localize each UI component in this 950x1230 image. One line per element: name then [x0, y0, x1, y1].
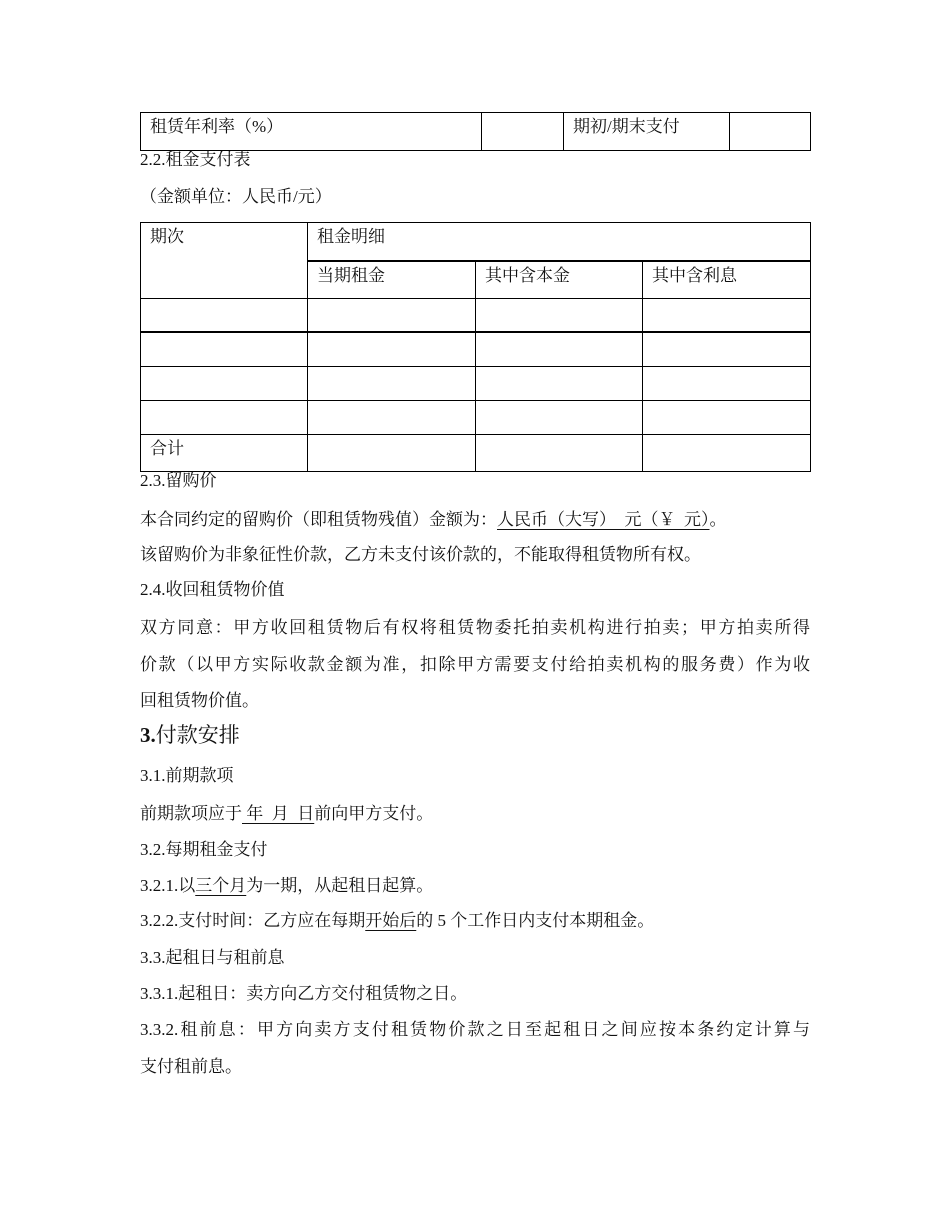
purchase-price-note: 该留购价为非象征性价款，乙方未支付该价款的，不能取得租赁物所有权。 — [140, 545, 701, 564]
table-row — [141, 367, 811, 401]
period-header: 期次 — [141, 223, 308, 299]
table-row — [141, 401, 811, 435]
section-2-2-heading: 2.2.租金支付表 — [140, 150, 251, 169]
section-3-heading — [140, 722, 810, 748]
table-cell — [308, 299, 476, 332]
clause-text: 为一期，从起租日起算。 — [246, 876, 434, 895]
rate-value-cell — [482, 113, 564, 151]
table-header-row — [141, 223, 811, 261]
total-current-rent — [308, 435, 476, 472]
table-cell — [643, 367, 811, 401]
section-2-4-heading: 2.4.收回租赁物价值 — [140, 580, 285, 599]
table-cell — [476, 332, 643, 367]
clause-3-3-1: 3.3.1.起租日：卖方向乙方交付租赁物之日。 — [140, 984, 468, 1003]
table-cell — [643, 401, 811, 435]
principal-header: 其中含本金 — [476, 261, 643, 299]
clause-text: 的 5 个工作日内支付本期租金。 — [416, 911, 655, 930]
rent-payment-table — [140, 222, 811, 472]
total-interest — [643, 435, 811, 472]
clause-3-3-2-line: 3.3.2.租前息：甲方向卖方支付租赁物价款之日至起租日之间应按本条约定计算与 — [140, 1020, 810, 1039]
table-cell — [308, 401, 476, 435]
table-cell — [141, 299, 308, 332]
table-cell — [476, 401, 643, 435]
section-2-3-heading: 2.3.留购价 — [140, 471, 217, 490]
purchase-price-line — [140, 509, 810, 531]
payment-timing-label-cell: 期初/期末支付 — [564, 113, 730, 151]
payment-timing-underlined: 开始后 — [365, 911, 417, 930]
paragraph-line: 回租赁物价值。 — [140, 691, 259, 710]
clause-3-2-2 — [140, 910, 810, 932]
table-row — [141, 113, 811, 151]
total-principal — [476, 435, 643, 472]
advance-payment-prefix: 前期款项应于 — [140, 804, 242, 823]
section-3-2-heading: 3.2.每期租金支付 — [140, 840, 268, 859]
rate-table — [140, 112, 811, 151]
advance-payment-line — [140, 803, 810, 825]
clause-text: 3.2.2.支付时间：乙方应在每期 — [140, 911, 366, 930]
table-cell — [308, 367, 476, 401]
section-3-3-heading: 3.3.起租日与租前息 — [140, 948, 285, 967]
amount-unit-note: （金额单位：人民币/元） — [140, 187, 332, 206]
clause-3-3-2-line: 支付租前息。 — [140, 1057, 242, 1076]
period-length-underlined: 三个月 — [195, 876, 247, 895]
purchase-price-amount-blank: 人民币（大写） 元（￥ 元） — [497, 510, 710, 529]
table-row — [141, 332, 811, 367]
date-blank: 年 月 日 — [242, 804, 315, 823]
advance-payment-suffix: 前向甲方支付。 — [314, 804, 434, 823]
table-cell — [643, 299, 811, 332]
table-cell — [141, 367, 308, 401]
purchase-price-prefix: 本合同约定的留购价（即租赁物残值）金额为： — [140, 510, 497, 529]
section-3-number: 3. — [140, 723, 156, 747]
total-label: 合计 — [141, 435, 308, 472]
table-cell — [141, 401, 308, 435]
payment-timing-value-cell — [730, 113, 811, 151]
total-row — [141, 435, 811, 472]
purchase-price-suffix: 。 — [709, 510, 727, 529]
interest-header: 其中含利息 — [643, 261, 811, 299]
table-cell — [476, 299, 643, 332]
current-rent-header: 当期租金 — [308, 261, 476, 299]
paragraph-line: 双方同意：甲方收回租赁物后有权将租赁物委托拍卖机构进行拍卖；甲方拍卖所得 — [140, 618, 810, 637]
clause-3-2-1 — [140, 875, 810, 897]
table-cell — [643, 332, 811, 367]
table-cell — [476, 367, 643, 401]
table-cell — [308, 332, 476, 367]
section-3-1-heading: 3.1.前期款项 — [140, 766, 234, 785]
paragraph-line: 价款（以甲方实际收款金额为准，扣除甲方需要支付给拍卖机构的服务费）作为收 — [140, 655, 810, 674]
table-row — [141, 299, 811, 332]
clause-text: 3.2.1.以 — [140, 876, 196, 895]
rent-detail-header: 租金明细 — [308, 223, 811, 261]
table-cell — [141, 332, 308, 367]
rate-label-cell: 租赁年利率（%） — [141, 113, 482, 151]
section-3-title: 付款安排 — [155, 723, 240, 747]
